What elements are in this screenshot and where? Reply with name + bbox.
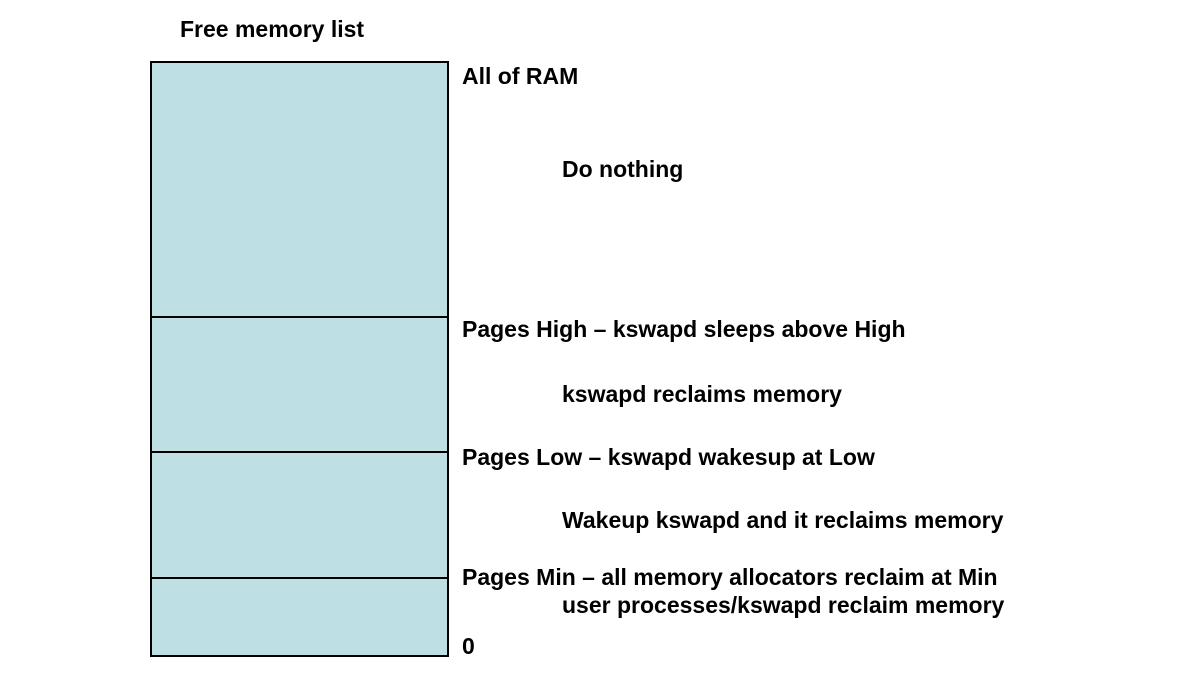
label-all-of-ram: All of RAM bbox=[462, 63, 579, 89]
segment-high-band bbox=[150, 317, 449, 452]
label-pages-high: Pages High – kswapd sleeps above High bbox=[462, 316, 906, 342]
label-pages-min: Pages Min – all memory allocators reclaim at Min bbox=[462, 564, 998, 590]
free-memory-bar bbox=[150, 61, 449, 657]
label-wakeup-kswapd: Wakeup kswapd and it reclaims memory bbox=[562, 507, 1004, 533]
label-pages-low: Pages Low – kswapd wakesup at Low bbox=[462, 444, 875, 470]
label-do-nothing: Do nothing bbox=[562, 156, 684, 182]
segment-low-band bbox=[150, 452, 449, 578]
segment-min-band bbox=[150, 578, 449, 657]
diagram-title: Free memory list bbox=[180, 16, 365, 42]
label-kswapd-reclaims-memory: kswapd reclaims memory bbox=[562, 381, 842, 407]
label-user-processes-reclaim: user processes/kswapd reclaim memory bbox=[562, 592, 1005, 618]
segment-all-of-ram bbox=[150, 61, 449, 317]
label-zero: 0 bbox=[462, 633, 475, 659]
